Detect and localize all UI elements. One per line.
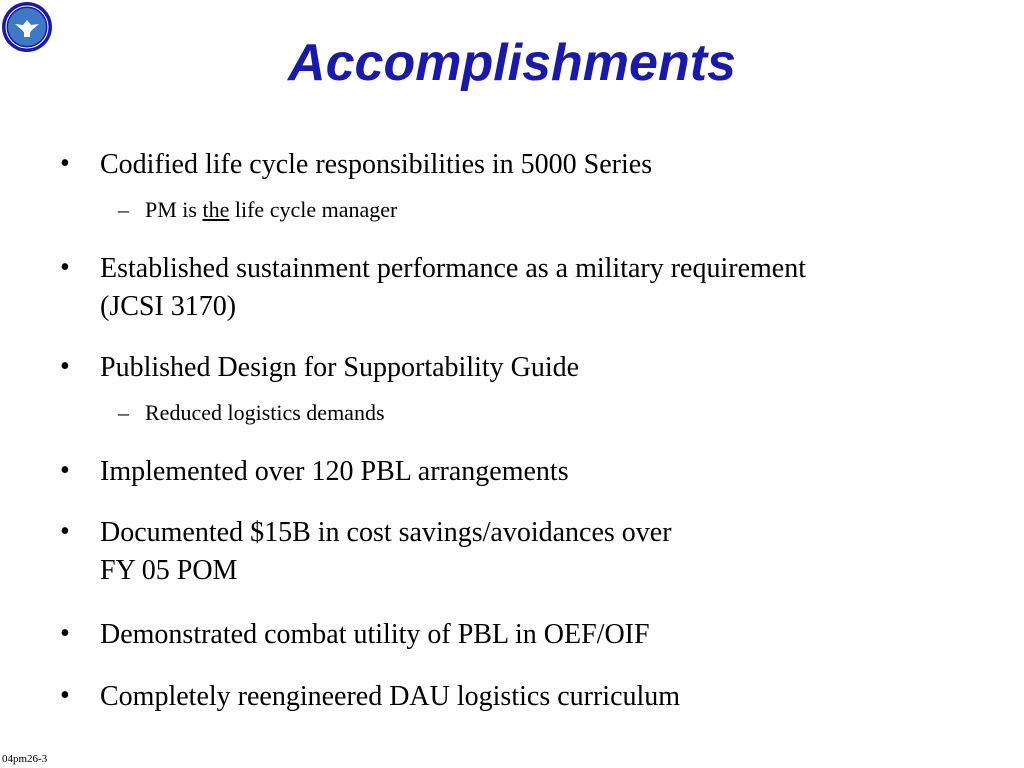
bullet-dot: • — [60, 148, 70, 179]
bullet-text-line-1: Documented $15B in cost savings/avoidances over — [100, 517, 672, 548]
bullet-text-line-1: Established sustainment performance as a military requirement — [100, 253, 806, 284]
sub-bullet-text-suffix: life cycle manager — [229, 197, 398, 222]
bullet-text: Implemented over 120 PBL arrangements — [100, 456, 569, 487]
bullet-dot: • — [60, 351, 70, 382]
sub-bullet-emphasis: the — [202, 197, 230, 222]
bullet-text: Demonstrated combat utility of PBL in OEF/OIF — [100, 619, 650, 650]
slide-title: Accomplishments — [288, 34, 736, 92]
bullet-text: Published Design for Supportability Guide — [100, 352, 580, 383]
sub-bullet-dash: – — [118, 197, 129, 222]
bullet-dot: • — [60, 252, 70, 283]
bullet-text — [100, 250, 980, 326]
slide-footer-code: 04pm26-3 — [2, 753, 48, 765]
sub-bullet-dash: – — [118, 400, 129, 425]
bullet-text: Completely reengineered DAU logistics curriculum — [100, 681, 681, 712]
bullet-dot: • — [60, 455, 70, 486]
bullet-dot: • — [60, 516, 70, 547]
sub-bullet-text — [145, 196, 965, 224]
bullet-text-line-2: (JCSI 3170) — [100, 291, 237, 322]
sub-bullet-text: Reduced logistics demands — [145, 400, 385, 425]
bullet-text — [100, 514, 980, 590]
bullet-dot: • — [60, 618, 70, 649]
sub-bullet-text-prefix: PM is — [145, 197, 203, 222]
bullet-text-line-2: FY 05 POM — [100, 555, 238, 586]
bullet-dot: • — [60, 680, 70, 711]
bullet-text: Codified life cycle responsibilities in 5000 Series — [100, 149, 653, 180]
